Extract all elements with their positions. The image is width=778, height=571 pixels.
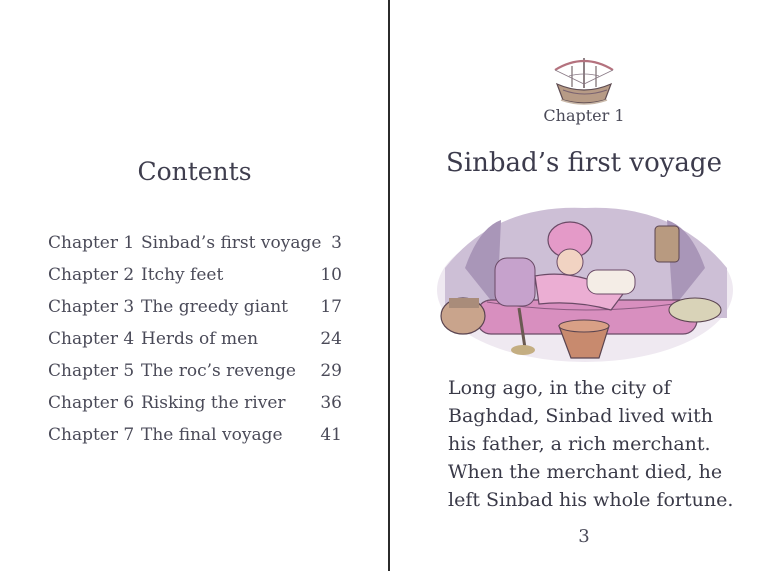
toc-page-number: 17 xyxy=(320,297,342,317)
story-line: left Sinbad his whole fortune. xyxy=(448,489,734,511)
page-number: 3 xyxy=(578,526,590,547)
toc-page-number: 3 xyxy=(331,233,342,253)
toc-chapter-title: The roc’s revenge xyxy=(141,361,296,381)
toc-row[interactable] xyxy=(48,265,348,297)
toc-chapter-title: Sinbad’s first voyage xyxy=(141,233,322,253)
toc-row[interactable] xyxy=(48,329,348,361)
ship-icon xyxy=(551,50,617,108)
chapter-label: Chapter 1 xyxy=(543,106,625,125)
toc-chapter-number: Chapter 2 xyxy=(48,265,135,285)
toc-row[interactable] xyxy=(48,361,348,393)
toc-chapter-title: The greedy giant xyxy=(141,297,289,317)
toc-row[interactable] xyxy=(48,425,348,457)
toc-page-number: 29 xyxy=(320,361,342,381)
table-of-contents xyxy=(48,233,348,457)
story-line: When the merchant died, he xyxy=(448,461,723,483)
toc-chapter-number: Chapter 7 xyxy=(48,425,135,445)
story-line: his father, a rich merchant. xyxy=(448,433,711,455)
toc-page-number: 41 xyxy=(320,425,342,445)
story-paragraph xyxy=(448,374,748,514)
chapter-title: Sinbad’s first voyage xyxy=(446,148,722,178)
toc-chapter-title: Itchy feet xyxy=(141,265,224,285)
toc-chapter-number: Chapter 4 xyxy=(48,329,135,349)
toc-row[interactable] xyxy=(48,233,348,265)
toc-chapter-number: Chapter 6 xyxy=(48,393,135,413)
toc-chapter-title: The final voyage xyxy=(141,425,283,445)
toc-row[interactable] xyxy=(48,297,348,329)
toc-row[interactable] xyxy=(48,393,348,425)
contents-heading: Contents xyxy=(137,157,252,186)
toc-page-number: 24 xyxy=(320,329,342,349)
toc-chapter-title: Risking the river xyxy=(141,393,286,413)
toc-chapter-title: Herds of men xyxy=(141,329,259,349)
toc-chapter-number: Chapter 5 xyxy=(48,361,135,381)
story-line: Baghdad, Sinbad lived with xyxy=(448,405,713,427)
toc-page-number: 36 xyxy=(320,393,342,413)
sinbad-illustration xyxy=(435,198,735,366)
toc-chapter-number: Chapter 3 xyxy=(48,297,135,317)
toc-page-number: 10 xyxy=(320,265,342,285)
toc-chapter-number: Chapter 1 xyxy=(48,233,135,253)
story-line: Long ago, in the city of xyxy=(448,377,671,399)
right-page xyxy=(390,0,778,571)
